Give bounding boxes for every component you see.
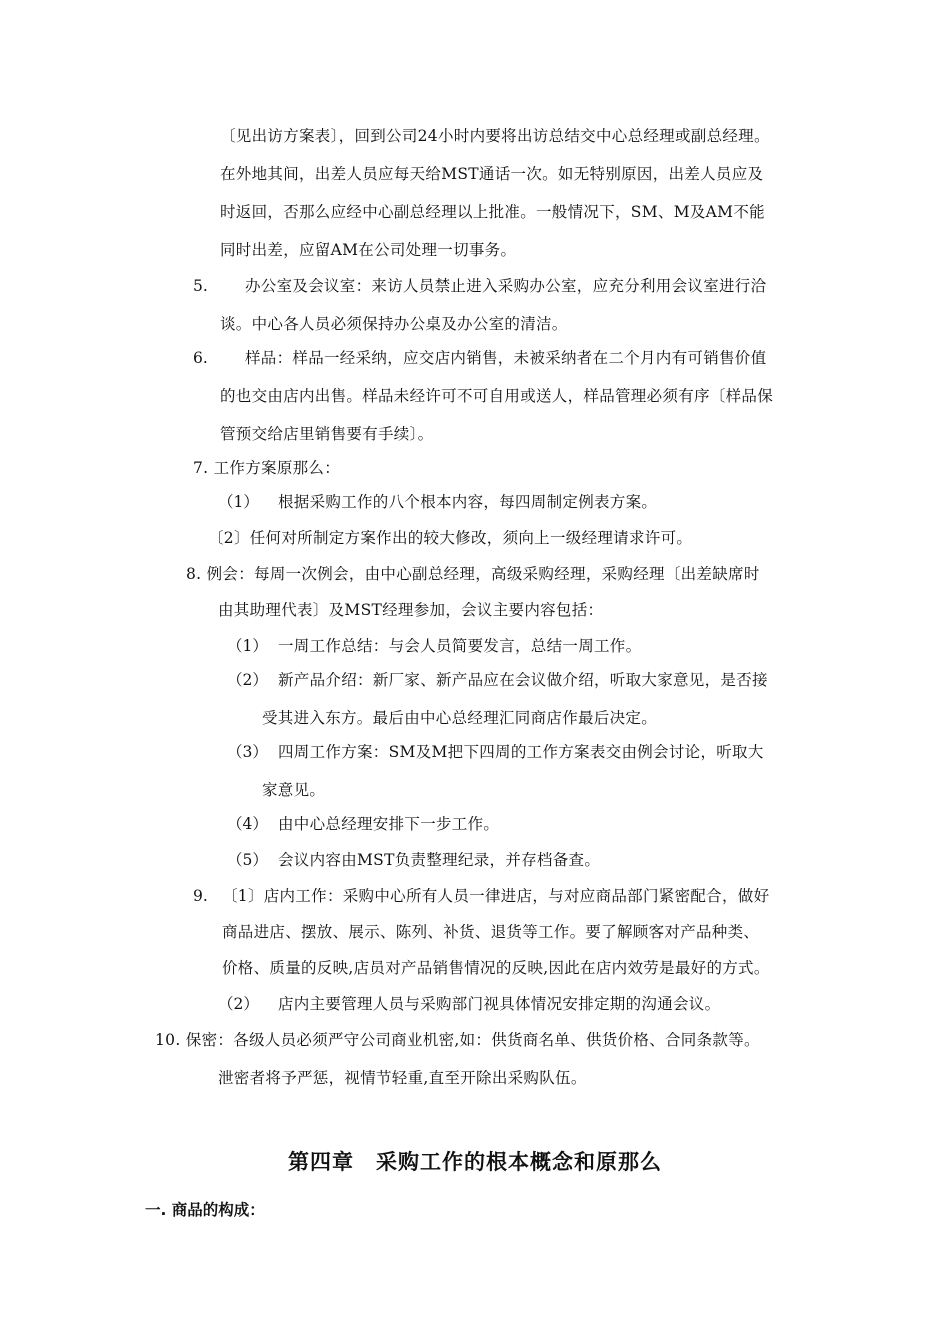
text-line: 在外地其间，出差人员应每天给MST通话一次。如无特别原因，出差人员应及 <box>220 165 764 183</box>
item-number: 9. <box>193 887 208 905</box>
text-line: 泄密者将予严惩，视情节轻重,直至开除出采购队伍。 <box>218 1069 587 1087</box>
text-line: 受其进入东方。最后由中心总经理汇同商店作最后决定。 <box>262 709 658 727</box>
text-line: 样品：样品一经采纳，应交店内销售，未被采纳者在二个月内有可销售价值 <box>245 349 767 367</box>
text-line: 商品进店、摆放、展示、陈列、补货、退货等工作。要了解顾客对产品种类、 <box>222 923 760 941</box>
text-line: 时返回，否那么应经中心副总经理以上批准。一般情况下，SM、M及AM不能 <box>220 203 765 221</box>
text-line: 会议内容由MST负责整理纪录，并存档备查。 <box>278 851 601 869</box>
text-line: 由其助理代表〕及MST经理参加，会议主要内容包括： <box>218 601 604 619</box>
text-line: 谈。中心各人员必须保持办公桌及办公室的清洁。 <box>220 315 568 333</box>
item-number: （5） <box>227 851 268 869</box>
text-line: 根据采购工作的八个根本内容，每四周制定例表方案。 <box>278 493 658 511</box>
text-line: 8. 例会：每周一次例会，由中心副总经理，高级采购经理，采购经理〔出差缺席时 <box>186 565 760 583</box>
item-number: （1） <box>227 637 268 655</box>
text-line: 〔见出访方案表〕，回到公司24小时内要将出访总结交中心总经理或副总经理。 <box>220 127 770 145</box>
text-line: 新产品介绍：新厂家、新产品应在会议做介绍，听取大家意见，是否接 <box>278 671 768 689</box>
text-line: 家意见。 <box>262 781 326 799</box>
item-number: （3） <box>227 743 268 761</box>
text-line: 10. 保密：各级人员必须严守公司商业机密,如：供货商名单、供货价格、合同条款等。 <box>155 1031 760 1049</box>
item-number: 6. <box>193 349 208 367</box>
text-line: 四周工作方案：SM及M把下四周的工作方案表交由例会讨论，听取大 <box>278 743 764 761</box>
item-number: 5. <box>193 277 208 295</box>
item-number: （2） <box>218 995 259 1013</box>
item-number: （2） <box>227 671 268 689</box>
text-line: 的也交由店内出售。样品未经许可不可自用或送人，样品管理必须有序〔样品保 <box>220 387 774 405</box>
text-line: 店内主要管理人员与采购部门视具体情况安排定期的沟通会议。 <box>278 995 721 1013</box>
chapter-title: 第四章 采购工作的根本概念和原那么 <box>288 1150 662 1174</box>
text-line: 由中心总经理安排下一步工作。 <box>278 815 500 833</box>
text-line: 价格、质量的反映,店员对产品销售情况的反映,因此在店内效劳是最好的方式。 <box>222 959 770 977</box>
text-line: 办公室及会议室：来访人员禁止进入采购办公室，应充分利用会议室进行洽 <box>245 277 767 295</box>
section-title: 一. 商品的构成： <box>145 1201 265 1219</box>
text-line: 〔2〕任何对所制定方案作出的较大修改，须向上一级经理请求许可。 <box>208 529 693 547</box>
item-number: （1） <box>218 493 259 511</box>
text-line: 一周工作总结：与会人员简要发言，总结一周工作。 <box>278 637 642 655</box>
item-number: （4） <box>227 815 268 833</box>
text-line: 7. 工作方案原那么： <box>193 459 341 477</box>
text-line: 〔1〕店内工作：采购中心所有人员一律进店，与对应商品部门紧密配合，做好 <box>222 887 770 905</box>
text-line: 同时出差，应留AM在公司处理一切事务。 <box>220 241 517 259</box>
text-line: 管预交给店里销售要有手续〕。 <box>220 425 434 443</box>
